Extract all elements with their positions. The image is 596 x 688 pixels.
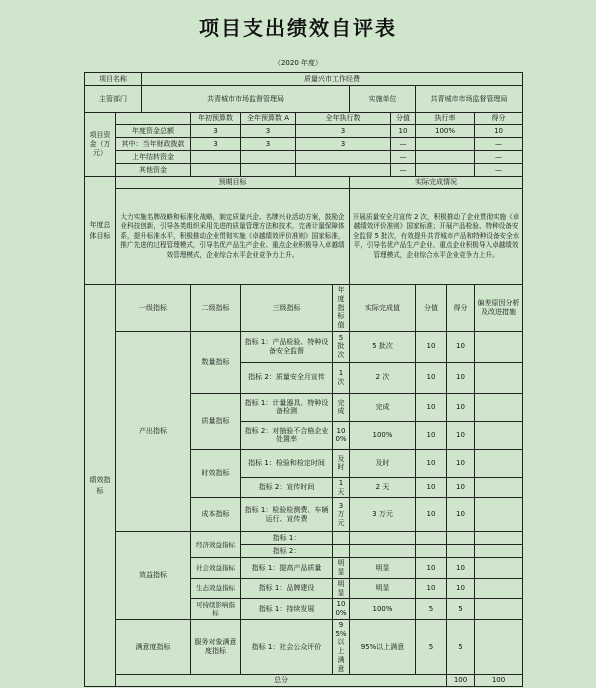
points-value: 10 bbox=[447, 558, 475, 579]
actual-value: 95%以上满意 bbox=[350, 619, 416, 675]
score-value: 10 bbox=[416, 362, 447, 393]
lvl2-sustainable: 可持续影响指标 bbox=[191, 599, 241, 620]
funds-full-exec bbox=[296, 151, 391, 164]
impl-label: 实施单位 bbox=[350, 86, 416, 113]
actual-value: 5 批次 bbox=[350, 331, 416, 362]
target-value: 及时 bbox=[333, 449, 350, 477]
actual-done-text: 开展质量安全月宣传 2 次，积极推动了企业贯彻实施《卓越绩效评价准则》国家标准；开展产品检验、特种设备安全监督 5 批次，有效提升共青城市产品和特种设备安全水平，引导名优产品生产企业、重点企业积极导入卓越绩效管理模式，企业综合水平企业竞争力上升。 bbox=[350, 189, 523, 285]
actual-value: 100% bbox=[350, 599, 416, 620]
funds-begin bbox=[191, 164, 241, 177]
target-value: 100% bbox=[333, 599, 350, 620]
col-full-exec: 全年执行数 bbox=[296, 113, 391, 125]
funds-full-exec bbox=[296, 164, 391, 177]
funds-score: — bbox=[391, 138, 416, 151]
points-value: 5 bbox=[447, 619, 475, 675]
actual-value: 2 天 bbox=[350, 477, 416, 498]
total-label: 总分 bbox=[116, 675, 447, 687]
funds-begin: 3 bbox=[191, 138, 241, 151]
target-value: 明显 bbox=[333, 558, 350, 579]
funds-full-budget bbox=[241, 164, 296, 177]
funds-rate: 100% bbox=[416, 125, 475, 138]
funds-full-budget bbox=[241, 151, 296, 164]
lvl3-name: 指标 2：对抽验不合格企业处置率 bbox=[241, 421, 333, 449]
page-title: 项目支出绩效自评表 bbox=[199, 16, 397, 40]
score-value: 10 bbox=[416, 421, 447, 449]
score-value: 5 bbox=[416, 619, 447, 675]
funds-row-label: 上年结转资金 bbox=[116, 151, 191, 164]
deviation-value bbox=[475, 421, 523, 449]
target-value bbox=[333, 532, 350, 545]
funds-begin bbox=[191, 151, 241, 164]
funds-begin: 3 bbox=[191, 125, 241, 138]
funds-full-exec: 3 bbox=[296, 125, 391, 138]
target-value: 100% bbox=[333, 421, 350, 449]
funds-points: — bbox=[475, 164, 523, 177]
target-value: 3 万元 bbox=[333, 498, 350, 532]
expected-goal-header: 预期目标 bbox=[116, 177, 350, 189]
actual-value: 2 次 bbox=[350, 362, 416, 393]
lvl3-name: 指标 1：产品检验、特种设备安全监督 bbox=[241, 331, 333, 362]
lvl3-name: 指标 2：宣传时间 bbox=[241, 477, 333, 498]
lvl2-social: 社会效益指标 bbox=[191, 558, 241, 579]
impl-value: 共青城市市场监督管理局 bbox=[416, 86, 523, 113]
lvl3-name: 指标 1：持续发展 bbox=[241, 599, 333, 620]
deviation-value bbox=[475, 331, 523, 362]
points-value bbox=[447, 532, 475, 545]
lvl2-timeliness: 时效指标 bbox=[191, 449, 241, 498]
deviation-value bbox=[475, 498, 523, 532]
annual-target-header: 年度指标值 bbox=[333, 285, 350, 332]
score-value: 10 bbox=[416, 578, 447, 599]
deviation-value bbox=[475, 393, 523, 421]
funds-rate bbox=[416, 164, 475, 177]
deviation-value bbox=[475, 362, 523, 393]
col-points: 得分 bbox=[475, 113, 523, 125]
points-value: 10 bbox=[447, 421, 475, 449]
deviation-value bbox=[475, 599, 523, 620]
col-begin-budget: 年初预算数 bbox=[191, 113, 241, 125]
actual-value: 明显 bbox=[350, 578, 416, 599]
points-value: 10 bbox=[447, 362, 475, 393]
points-value: 10 bbox=[447, 331, 475, 362]
lvl2-economic: 经济效益指标 bbox=[191, 532, 241, 558]
actual-value: 3 万元 bbox=[350, 498, 416, 532]
lvl3-name: 指标 1：检验检测费、车辆运行、宣传费 bbox=[241, 498, 333, 532]
deviation-value bbox=[475, 619, 523, 675]
points-value: 10 bbox=[447, 477, 475, 498]
lvl3-name: 指标 1：计量器具、特种设备检测 bbox=[241, 393, 333, 421]
lvl1-satisfaction: 满意度指标 bbox=[116, 619, 191, 675]
score-value: 10 bbox=[416, 477, 447, 498]
lvl2-ecological: 生态效益指标 bbox=[191, 578, 241, 599]
dept-value: 共青城市市场监督管理局 bbox=[142, 86, 350, 113]
funds-label: 项目资金（万元） bbox=[85, 113, 116, 177]
target-value: 明显 bbox=[333, 578, 350, 599]
lvl2-cost: 成本指标 bbox=[191, 498, 241, 532]
actual-value: 100% bbox=[350, 421, 416, 449]
points-value: 10 bbox=[447, 498, 475, 532]
points-header: 得分 bbox=[447, 285, 475, 332]
col-score: 分值 bbox=[391, 113, 416, 125]
lvl3-name: 指标 1：社会公众评价 bbox=[241, 619, 333, 675]
funds-header-blank bbox=[116, 113, 191, 125]
deviation-value bbox=[475, 558, 523, 579]
funds-row-label: 年度资金总额 bbox=[116, 125, 191, 138]
lvl3-name: 指标 1： bbox=[241, 532, 333, 545]
points-value bbox=[447, 545, 475, 558]
funds-row-label: 其他资金 bbox=[116, 164, 191, 177]
report-year: （2020 年度） bbox=[273, 59, 323, 67]
funds-rate bbox=[416, 138, 475, 151]
actual-value bbox=[350, 545, 416, 558]
funds-full-exec: 3 bbox=[296, 138, 391, 151]
lvl1-output: 产出指标 bbox=[116, 331, 191, 532]
project-name-label: 项目名称 bbox=[85, 73, 142, 86]
lvl3-name: 指标 2： bbox=[241, 545, 333, 558]
score-value: 10 bbox=[416, 498, 447, 532]
target-value bbox=[333, 545, 350, 558]
lvl2-quantity: 数量指标 bbox=[191, 331, 241, 393]
funds-points: — bbox=[475, 151, 523, 164]
score-value: 5 bbox=[416, 599, 447, 620]
points-value: 10 bbox=[447, 578, 475, 599]
perf-indicators-label: 绩效指标 bbox=[85, 285, 116, 687]
funds-full-budget: 3 bbox=[241, 138, 296, 151]
col-exec-rate: 执行率 bbox=[416, 113, 475, 125]
actual-value: 完成 bbox=[350, 393, 416, 421]
target-value: 95%以上满意 bbox=[333, 619, 350, 675]
funds-score: 10 bbox=[391, 125, 416, 138]
lvl3-name: 指标 1：检验和检定时间 bbox=[241, 449, 333, 477]
funds-points: 10 bbox=[475, 125, 523, 138]
funds-row-label: 其中：当年财政拨款 bbox=[116, 138, 191, 151]
actual-value bbox=[350, 532, 416, 545]
self-evaluation-table bbox=[84, 72, 523, 687]
lvl3-name: 指标 2：质量安全月宣传 bbox=[241, 362, 333, 393]
actual-value: 及时 bbox=[350, 449, 416, 477]
target-value: 完成 bbox=[333, 393, 350, 421]
lvl3-name: 指标 1：品牌建设 bbox=[241, 578, 333, 599]
deviation-header: 偏差原因分析及改进措施 bbox=[475, 285, 523, 332]
funds-points: — bbox=[475, 138, 523, 151]
total-points: 100 bbox=[475, 675, 523, 687]
lvl3-header: 三级指标 bbox=[241, 285, 333, 332]
actual-value-header: 实际完成值 bbox=[350, 285, 416, 332]
score-value: 10 bbox=[416, 558, 447, 579]
score-header: 分值 bbox=[416, 285, 447, 332]
deviation-value bbox=[475, 477, 523, 498]
lvl2-header: 二级指标 bbox=[191, 285, 241, 332]
deviation-value bbox=[475, 545, 523, 558]
project-name-value: 质量兴市工作经费 bbox=[142, 73, 523, 86]
dept-label: 主管部门 bbox=[85, 86, 142, 113]
target-value: 5 批次 bbox=[333, 331, 350, 362]
lvl2-quality: 质量指标 bbox=[191, 393, 241, 449]
score-value: 10 bbox=[416, 331, 447, 362]
score-value: 10 bbox=[416, 449, 447, 477]
funds-full-budget: 3 bbox=[241, 125, 296, 138]
lvl3-name: 指标 1：提高产品质量 bbox=[241, 558, 333, 579]
target-value: 1 次 bbox=[333, 362, 350, 393]
funds-rate bbox=[416, 151, 475, 164]
points-value: 5 bbox=[447, 599, 475, 620]
funds-score: — bbox=[391, 151, 416, 164]
lvl1-header: 一级指标 bbox=[116, 285, 191, 332]
expected-goal-text: 大力实施名牌战略和标准化战略，制定质量兴企、名牌兴业活动方案，鼓励企业科技创新，引导各类组织采用先进的质量管理方法和技术，完善计量保障体系，提升标准水平，积极推动企业贯彻实施《卓越绩效评价准则》国家标准，推广先进的过程管理模式，引导名优产品生产企业、重点企业积极导入卓越绩效管理模式，企业综合水平企业竞争力上升。 bbox=[116, 189, 350, 285]
lvl2-service: 服务对象满意度指标 bbox=[191, 619, 241, 675]
deviation-value bbox=[475, 578, 523, 599]
score-value bbox=[416, 545, 447, 558]
points-value: 10 bbox=[447, 393, 475, 421]
deviation-value bbox=[475, 532, 523, 545]
total-score: 100 bbox=[447, 675, 475, 687]
lvl1-benefit: 效益指标 bbox=[116, 532, 191, 620]
funds-score: — bbox=[391, 164, 416, 177]
points-value: 10 bbox=[447, 449, 475, 477]
actual-value: 明显 bbox=[350, 558, 416, 579]
col-full-budget: 全年预算数 A bbox=[241, 113, 296, 125]
actual-done-header: 实际完成情况 bbox=[350, 177, 523, 189]
score-value bbox=[416, 532, 447, 545]
score-value: 10 bbox=[416, 393, 447, 421]
deviation-value bbox=[475, 449, 523, 477]
target-value: 1 天 bbox=[333, 477, 350, 498]
annual-goal-label: 年度总体目标 bbox=[85, 177, 116, 285]
